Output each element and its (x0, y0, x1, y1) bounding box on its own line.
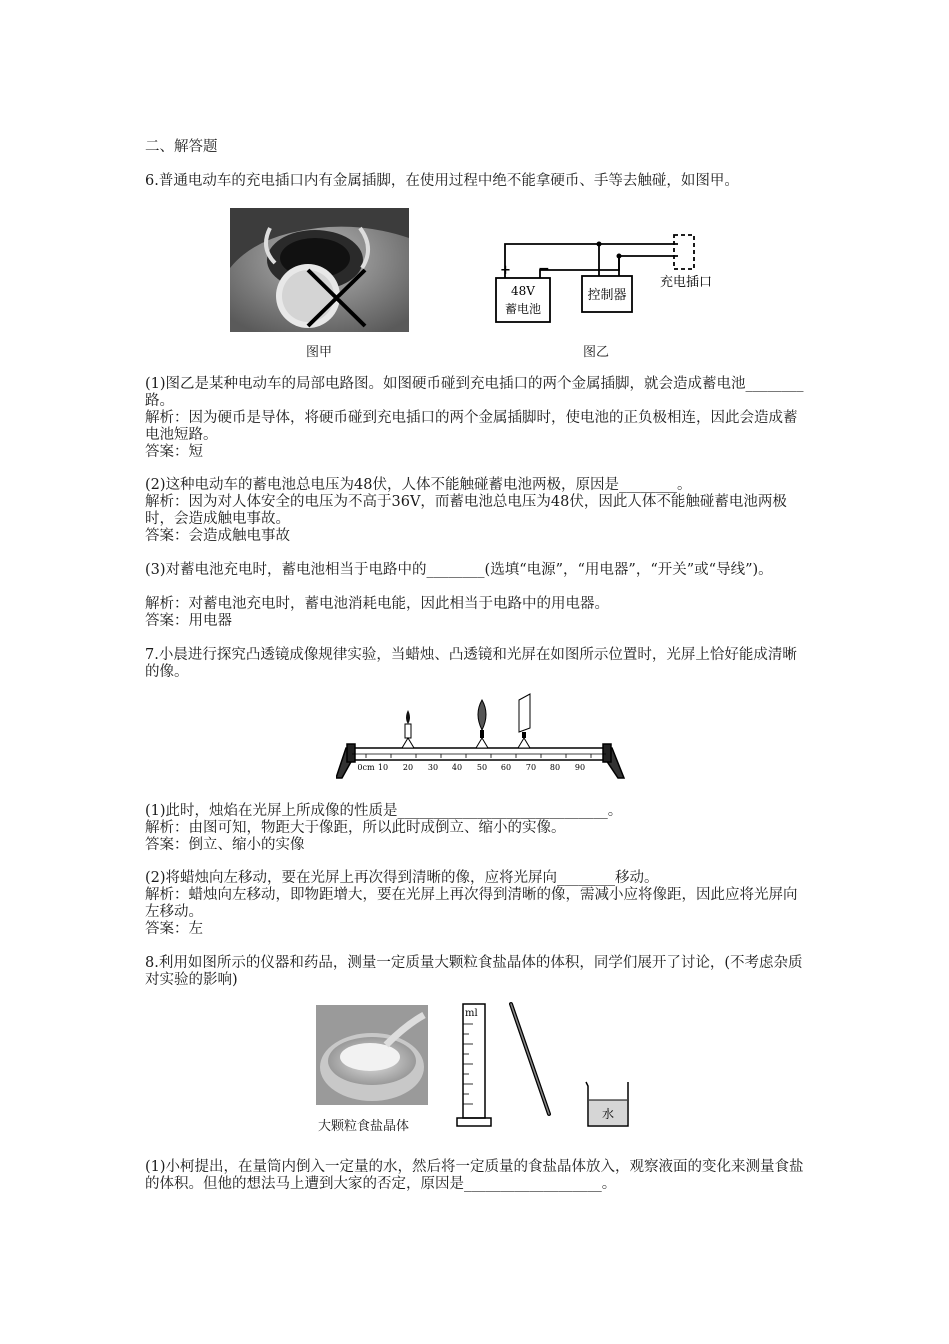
charging-port-label: 充电插口 (660, 275, 713, 290)
optical-bench-figure (336, 692, 628, 782)
q7-part2-question: (2)将蜡烛向左移动，要在光屏上再次得到清晰的像，应将光屏向________移动。 (145, 870, 659, 886)
battery-minus-label: − (538, 261, 550, 277)
circuit-diagram (488, 226, 728, 326)
figure-b-caption: 图乙 (583, 345, 610, 360)
cylinder-unit-label: ml (465, 1008, 478, 1019)
q6-part3-question: (3)对蓄电池充电时，蓄电池相当于电路中的________(选填“电源”，“用电器”，“开关”或“导线”)。 (145, 562, 773, 578)
q6-part2-answer: 答案：会造成触电事故 (145, 528, 290, 544)
glass-rod (505, 1000, 553, 1120)
battery-name-label: 蓄电池 (504, 302, 542, 316)
q6-part1-question: (1)图乙是某种电动车的局部电路图。如图硬币碰到充电插口的两个金属插脚，就会造成蓄电池________路。 (145, 376, 804, 409)
figure-a-caption: 图甲 (306, 345, 333, 360)
ruler-label-30: 30 (427, 763, 439, 772)
battery-plus-label: + (500, 263, 511, 278)
ruler-label-70: 70 (525, 763, 537, 772)
q7-part1-analysis: 解析：由图可知，物距大于像距，所以此时成倒立、缩小的实像。 (145, 820, 566, 836)
question-7-stem: 7.小晨进行探究凸透镜成像规律实验，当蜡烛、凸透镜和光屏在如图所示位置时，光屏上恰好能成清晰的像。 (145, 647, 797, 680)
q6-part1-answer: 答案：短 (145, 444, 203, 460)
ruler-label-10: 10 (377, 763, 389, 772)
q6-part3-analysis: 解析：对蓄电池充电时，蓄电池消耗电能，因此相当于电路中的用电器。 (145, 596, 609, 612)
ruler-label-50: 50 (476, 763, 488, 772)
salt-caption: 大颗粒食盐晶体 (318, 1119, 410, 1134)
convex-lens (476, 700, 488, 748)
q6-part2-question: (2)这种电动车的蓄电池总电压为48伏，人体不能触碰蓄电池两极，原因是________。 (145, 477, 692, 493)
q6-part3-answer: 答案：用电器 (145, 613, 232, 629)
charging-port-photo (230, 208, 409, 332)
question-6-stem: 6.普通电动车的充电插口内有金属插脚，在使用过程中绝不能拿硬币、手等去触碰，如图甲。 (145, 173, 739, 189)
ruler-label-40: 40 (451, 763, 463, 772)
q6-part1-analysis: 解析：因为硬币是导体，将硬币碰到充电插口的两个金属插脚时，使电池的正负极相连，因此会造成蓄电池短路。 (145, 410, 798, 443)
salt-crystal-photo (316, 1005, 428, 1105)
section-title: 二、解答题 (145, 139, 218, 155)
ruler-label-20: 20 (402, 763, 414, 772)
ruler-label-80: 80 (549, 763, 561, 772)
ruler-label-90: 90 (574, 763, 586, 772)
candle (402, 710, 414, 748)
battery-voltage-label: 48V (511, 284, 535, 298)
ruler-label-0: 0cm (357, 763, 375, 772)
q7-part2-analysis: 解析：蜡烛向左移动，即物距增大，要在光屏上再次得到清晰的像，需减小应将像距，因此应将光屏向左移动。 (145, 887, 798, 920)
q8-part1-question: (1)小柯提出，在量筒内倒入一定量的水，然后将一定质量的食盐晶体放入，观察液面的变化来测量食盐的体积。但他的想法马上遭到大家的否定，原因是___________________。 (145, 1159, 804, 1192)
q7-part2-answer: 答案：左 (145, 921, 203, 937)
light-screen (518, 694, 530, 748)
measuring-cylinder (455, 1000, 495, 1130)
q6-part2-analysis: 解析：因为对人体安全的电压为不高于36V，而蓄电池总电压为48伏，因此人体不能触碰蓄电池两极时，会造成触电事故。 (145, 494, 787, 527)
q7-part1-question: (1)此时，烛焰在光屏上所成像的性质是_____________________________。 (145, 803, 623, 819)
water-beaker (582, 1080, 632, 1128)
q7-part1-answer: 答案：倒立、缩小的实像 (145, 837, 305, 853)
controller-label: 控制器 (587, 288, 627, 303)
question-8-stem: 8.利用如图所示的仪器和药品，测量一定质量大颗粒食盐晶体的体积，同学们展开了讨论，(不考虑杂质对实验的影响) (145, 955, 803, 988)
beaker-water-label: 水 (601, 1107, 615, 1121)
ruler-label-60: 60 (500, 763, 512, 772)
